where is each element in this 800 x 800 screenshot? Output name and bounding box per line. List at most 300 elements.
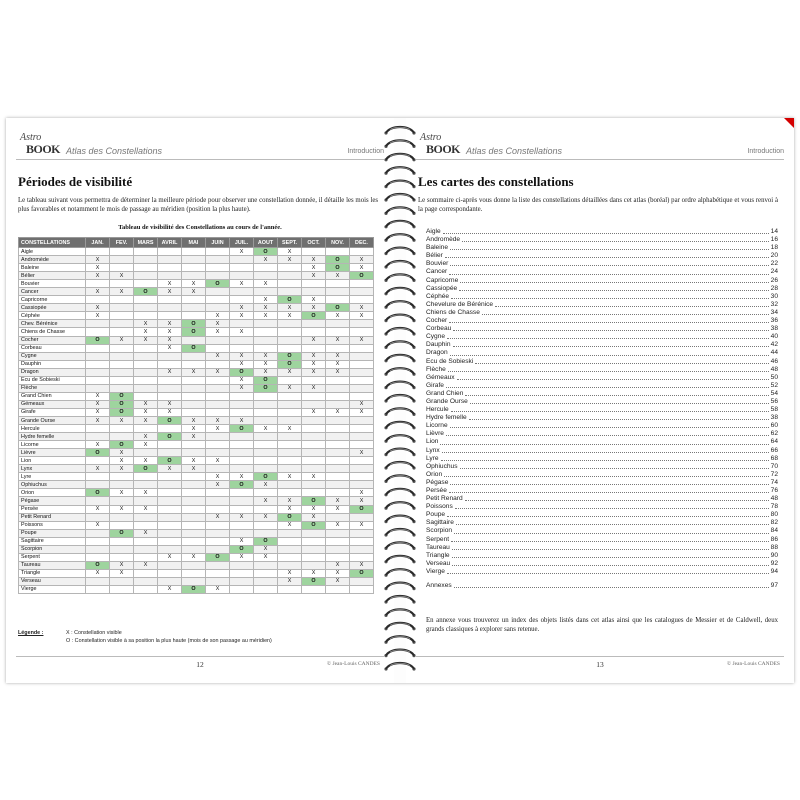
visibility-cell	[350, 376, 374, 384]
toc-entry-page: 42	[770, 341, 778, 349]
column-header-month: JUIL.	[230, 238, 254, 248]
toc-entry	[426, 293, 778, 301]
toc-leader-dots	[452, 560, 768, 566]
visibility-cell	[350, 288, 374, 296]
toc-entry-page: 54	[770, 389, 778, 397]
visibility-cell	[302, 441, 326, 449]
column-header-month: MARS	[134, 238, 158, 248]
toc-entry-page: 56	[770, 397, 778, 405]
toc-leader-dots	[449, 487, 769, 493]
constellation-name: Ecu de Sobieski	[19, 376, 86, 384]
visibility-cell	[350, 296, 374, 304]
constellation-name: Andromède	[19, 256, 86, 264]
visibility-cell	[230, 400, 254, 408]
toc-entry	[426, 244, 778, 252]
visibility-cell: X	[134, 505, 158, 513]
table-row	[19, 320, 374, 328]
visibility-cell: X	[254, 481, 278, 489]
table-row	[19, 537, 374, 545]
visibility-cell	[254, 441, 278, 449]
toc-entry-name: Lynx	[426, 446, 440, 454]
visibility-cell	[230, 569, 254, 577]
toc-entry-name: Flèche	[426, 365, 446, 373]
visibility-cell: X	[230, 537, 254, 545]
spiral-ring	[384, 556, 415, 564]
visibility-cell: X	[206, 320, 230, 328]
header-section: Introduction	[347, 148, 384, 155]
visibility-cell	[110, 248, 134, 256]
toc-entry	[426, 325, 778, 333]
table-row	[19, 465, 374, 473]
visibility-cell: X	[350, 489, 374, 497]
constellation-name: Petit Renard	[19, 513, 86, 521]
visibility-cell	[86, 344, 110, 352]
visibility-cell	[134, 312, 158, 320]
visibility-cell: X	[110, 272, 134, 280]
visibility-cell: X	[158, 585, 182, 593]
visibility-cell	[110, 328, 134, 336]
column-header-month: AVRIL	[158, 238, 182, 248]
spiral-ring	[384, 489, 415, 497]
visibility-cell	[110, 296, 134, 304]
toc-entry-page: 40	[770, 333, 778, 341]
toc-entry	[426, 236, 778, 244]
visibility-cell: O	[326, 264, 350, 272]
visibility-cell: O	[350, 569, 374, 577]
visibility-cell	[350, 457, 374, 465]
visibility-cell	[86, 384, 110, 392]
toc-leader-dots	[482, 309, 769, 315]
toc-leader-dots	[451, 536, 769, 542]
visibility-cell	[326, 489, 350, 497]
toc-leader-dots	[442, 447, 769, 453]
constellation-name: Cygne	[19, 352, 86, 360]
visibility-cell: X	[86, 288, 110, 296]
spiral-ring	[384, 368, 415, 376]
toc-entry-page: 34	[770, 308, 778, 316]
copyright: © Jean-Louis CANDES	[326, 661, 380, 667]
visibility-cell: X	[134, 408, 158, 416]
visibility-cell: X	[86, 505, 110, 513]
toc-leader-dots	[449, 317, 768, 323]
toc-leader-dots	[454, 527, 769, 533]
visibility-cell	[350, 529, 374, 537]
table-row	[19, 433, 374, 441]
visibility-cell: X	[86, 521, 110, 529]
column-header-month: NOV.	[326, 238, 350, 248]
visibility-cell	[326, 320, 350, 328]
visibility-cell	[110, 256, 134, 264]
visibility-cell: X	[110, 561, 134, 569]
visibility-cell	[302, 320, 326, 328]
visibility-cell	[302, 553, 326, 561]
constellation-name: Triangle	[19, 569, 86, 577]
spiral-ring	[384, 569, 415, 577]
table-row	[19, 312, 374, 320]
visibility-cell: O	[206, 553, 230, 561]
visibility-cell: X	[158, 400, 182, 408]
toc-entry-name: Annexes	[426, 582, 452, 590]
visibility-cell	[230, 408, 254, 416]
visibility-cell	[86, 368, 110, 376]
visibility-cell	[158, 561, 182, 569]
visibility-cell: X	[278, 425, 302, 433]
toc-leader-dots	[455, 503, 769, 509]
toc-entry-name: Corbeau	[426, 325, 452, 333]
spiral-ring	[384, 181, 415, 189]
spiral-ring	[384, 382, 415, 390]
visibility-cell	[110, 577, 134, 585]
toc-leader-dots	[445, 252, 769, 258]
visibility-cell: X	[158, 328, 182, 336]
toc-entry-page: 80	[770, 511, 778, 519]
toc-leader-dots	[456, 519, 769, 525]
constellation-name: Lynx	[19, 465, 86, 473]
visibility-cell	[182, 449, 206, 457]
constellation-name: Hydre femelle	[19, 433, 86, 441]
constellation-name: Bouvier	[19, 280, 86, 288]
constellation-name: Flèche	[19, 384, 86, 392]
visibility-cell: X	[230, 376, 254, 384]
visibility-cell: X	[230, 304, 254, 312]
visibility-cell: X	[302, 513, 326, 521]
visibility-cell	[302, 561, 326, 569]
toc-entry-name: Petit Renard	[426, 495, 463, 503]
visibility-cell	[254, 344, 278, 352]
visibility-cell: X	[206, 425, 230, 433]
visibility-cell	[182, 561, 206, 569]
constellation-name: Cancer	[19, 288, 86, 296]
logo-astro-text: Astro	[420, 132, 442, 143]
spiral-ring	[384, 315, 415, 323]
toc-entry-page: 38	[770, 325, 778, 333]
visibility-cell: O	[350, 272, 374, 280]
visibility-cell: X	[254, 368, 278, 376]
right-page	[406, 118, 794, 683]
visibility-cell: X	[302, 272, 326, 280]
toc-entry-name: Ophiuchus	[426, 462, 458, 470]
toc-entry-page: 60	[770, 422, 778, 430]
visibility-cell	[206, 248, 230, 256]
visibility-cell: X	[350, 521, 374, 529]
visibility-cell: X	[134, 561, 158, 569]
visibility-cell: O	[254, 384, 278, 392]
visibility-cell	[350, 392, 374, 400]
visibility-cell	[182, 489, 206, 497]
toc-entry	[426, 544, 778, 552]
visibility-cell: O	[230, 368, 254, 376]
visibility-cell: O	[254, 473, 278, 481]
visibility-cell: X	[254, 352, 278, 360]
legend-o: O : Constellation visible à sa position la plus haute (mois de son passage au méridien)	[66, 638, 272, 644]
logo-astro-text: Astro	[20, 132, 42, 143]
visibility-cell	[350, 320, 374, 328]
visibility-cell	[206, 537, 230, 545]
constellation-name: Hercule	[19, 425, 86, 433]
visibility-cell	[134, 280, 158, 288]
visibility-cell: X	[182, 457, 206, 465]
visibility-cell	[86, 553, 110, 561]
visibility-cell	[86, 248, 110, 256]
toc-leader-dots	[459, 285, 769, 291]
visibility-cell	[206, 336, 230, 344]
visibility-cell	[86, 433, 110, 441]
toc-entry-page: 32	[770, 300, 778, 308]
visibility-cell	[134, 360, 158, 368]
visibility-cell: X	[302, 368, 326, 376]
visibility-cell: X	[254, 425, 278, 433]
visibility-cell: X	[326, 569, 350, 577]
visibility-cell	[302, 529, 326, 537]
visibility-cell	[254, 449, 278, 457]
toc-entry-page: 74	[770, 478, 778, 486]
header-atlas-title: Atlas des Constellations	[466, 146, 563, 156]
spiral-binding	[382, 118, 418, 683]
visibility-cell	[134, 553, 158, 561]
toc-entry	[426, 398, 778, 406]
visibility-cell: X	[158, 336, 182, 344]
visibility-cell	[326, 585, 350, 593]
toc-entry-page: 50	[770, 373, 778, 381]
visibility-cell: O	[86, 489, 110, 497]
toc-entry	[426, 382, 778, 390]
spiral-ring	[384, 301, 415, 309]
visibility-cell	[134, 425, 158, 433]
table-row	[19, 457, 374, 465]
visibility-cell	[326, 425, 350, 433]
visibility-cell: O	[278, 296, 302, 304]
visibility-cell	[326, 473, 350, 481]
visibility-cell	[302, 425, 326, 433]
toc-entry-name: Licorne	[426, 422, 448, 430]
toc-entry-name: Hercule	[426, 406, 449, 414]
constellation-name: Lyre	[19, 473, 86, 481]
spiral-ring	[384, 140, 415, 148]
visibility-cell	[86, 425, 110, 433]
visibility-cell: X	[158, 288, 182, 296]
toc-entry-name: Gémeaux	[426, 373, 455, 381]
visibility-cell	[230, 577, 254, 585]
visibility-cell: X	[230, 513, 254, 521]
toc-leader-dots	[475, 358, 768, 364]
visibility-cell: X	[278, 368, 302, 376]
visibility-cell	[326, 400, 350, 408]
toc-leader-dots	[447, 511, 769, 517]
visibility-cell	[158, 545, 182, 553]
toc-entry	[426, 285, 778, 293]
toc-leader-dots	[440, 438, 768, 444]
visibility-cell	[326, 384, 350, 392]
constellation-name: Poissons	[19, 521, 86, 529]
toc-leader-dots	[444, 471, 769, 477]
visibility-cell	[302, 449, 326, 457]
visibility-cell: O	[254, 248, 278, 256]
visibility-cell: X	[350, 304, 374, 312]
visibility-cell: X	[182, 425, 206, 433]
visibility-cell: X	[254, 280, 278, 288]
column-header-month: DEC.	[350, 238, 374, 248]
toc-entry	[426, 568, 778, 576]
visibility-cell	[134, 497, 158, 505]
visibility-cell: O	[134, 465, 158, 473]
visibility-cell: X	[182, 553, 206, 561]
visibility-cell	[182, 248, 206, 256]
toc-entry-page: 38	[770, 414, 778, 422]
visibility-cell	[206, 577, 230, 585]
visibility-cell: X	[326, 497, 350, 505]
constellation-name: Orion	[19, 489, 86, 497]
table-row	[19, 425, 374, 433]
visibility-cell	[302, 537, 326, 545]
toc-leader-dots	[448, 366, 769, 372]
visibility-cell: X	[350, 400, 374, 408]
visibility-cell	[158, 384, 182, 392]
visibility-cell: X	[110, 489, 134, 497]
visibility-cell	[134, 449, 158, 457]
toc-entry-page: 76	[770, 487, 778, 494]
constellation-name: Taureau	[19, 561, 86, 569]
visibility-cell: X	[302, 336, 326, 344]
visibility-cell	[206, 433, 230, 441]
visibility-cell	[206, 384, 230, 392]
table-row	[19, 288, 374, 296]
visibility-cell: X	[182, 288, 206, 296]
visibility-cell	[350, 384, 374, 392]
toc-leader-dots	[450, 260, 768, 266]
visibility-cell: X	[158, 344, 182, 352]
visibility-cell	[350, 585, 374, 593]
visibility-cell	[302, 545, 326, 553]
visibility-cell	[182, 360, 206, 368]
visibility-cell	[206, 256, 230, 264]
spiral-ring	[384, 583, 415, 591]
header-section: Introduction	[747, 148, 784, 155]
visibility-cell	[206, 561, 230, 569]
visibility-cell: X	[206, 368, 230, 376]
toc-entry-name: Aigle	[426, 228, 441, 235]
visibility-cell: X	[326, 360, 350, 368]
toc-entry-name: Lyre	[426, 454, 439, 462]
toc-leader-dots	[449, 268, 768, 274]
visibility-cell: X	[110, 505, 134, 513]
visibility-cell: X	[134, 489, 158, 497]
toc-entry-name: Scorpion	[426, 527, 453, 535]
visibility-cell: O	[302, 312, 326, 320]
visibility-cell	[230, 288, 254, 296]
visibility-cell: X	[254, 312, 278, 320]
visibility-cell: X	[278, 256, 302, 264]
visibility-cell	[230, 256, 254, 264]
visibility-cell	[254, 585, 278, 593]
toc-entry-name: Sagittaire	[426, 519, 454, 527]
visibility-cell	[134, 344, 158, 352]
constellation-name: Gémeaux	[19, 400, 86, 408]
visibility-cell	[158, 577, 182, 585]
visibility-cell: X	[326, 577, 350, 585]
page-title: Périodes de visibilité	[18, 174, 133, 189]
visibility-cell	[302, 344, 326, 352]
visibility-cell	[350, 416, 374, 424]
visibility-cell: X	[134, 529, 158, 537]
toc-leader-dots	[453, 341, 769, 347]
spiral-ring	[384, 502, 415, 510]
visibility-cell	[302, 392, 326, 400]
constellation-name: Bélier	[19, 272, 86, 280]
visibility-cell: X	[206, 513, 230, 521]
logo-book-text: BOOK	[26, 142, 61, 156]
visibility-cell: X	[86, 569, 110, 577]
visibility-cell: X	[134, 336, 158, 344]
visibility-cell	[86, 529, 110, 537]
table-row	[19, 368, 374, 376]
table-row	[19, 513, 374, 521]
toc-leader-dots	[443, 228, 769, 234]
toc-leader-dots	[462, 236, 769, 242]
footer-rule	[416, 656, 784, 657]
visibility-cell	[206, 272, 230, 280]
visibility-cell	[206, 545, 230, 553]
toc-entry-name: Dauphin	[426, 341, 451, 349]
table-row	[19, 449, 374, 457]
toc-entry-name: Persée	[426, 487, 447, 494]
toc-entry	[426, 495, 778, 503]
visibility-cell	[326, 280, 350, 288]
visibility-cell	[110, 497, 134, 505]
visibility-cell: X	[278, 384, 302, 392]
toc-entry-page: 46	[770, 357, 778, 365]
spiral-ring	[384, 542, 415, 550]
toc-leader-dots	[453, 325, 768, 331]
visibility-cell	[230, 449, 254, 457]
visibility-cell	[158, 296, 182, 304]
constellation-name: Scorpion	[19, 545, 86, 553]
table-row	[19, 296, 374, 304]
toc-entry	[426, 341, 778, 349]
visibility-cell: X	[158, 280, 182, 288]
spiral-ring	[384, 636, 415, 644]
spiral-ring	[384, 609, 415, 617]
visibility-cell	[350, 553, 374, 561]
visibility-cell: X	[134, 320, 158, 328]
toc-entry-page: 92	[770, 559, 778, 567]
visibility-cell	[326, 296, 350, 304]
visibility-cell: X	[110, 449, 134, 457]
visibility-cell	[182, 296, 206, 304]
visibility-cell: O	[278, 513, 302, 521]
column-header-month: FEV.	[110, 238, 134, 248]
table-row	[19, 328, 374, 336]
visibility-cell	[230, 521, 254, 529]
visibility-cell	[182, 513, 206, 521]
toc-entry-page: 24	[770, 268, 778, 276]
visibility-cell: O	[302, 577, 326, 585]
visibility-cell: X	[302, 569, 326, 577]
visibility-cell	[110, 368, 134, 376]
visibility-cell: X	[206, 457, 230, 465]
visibility-cell	[278, 408, 302, 416]
astrobook-logo	[420, 132, 464, 158]
toc-entry-name: Lion	[426, 438, 439, 446]
visibility-cell: X	[110, 336, 134, 344]
visibility-cell	[110, 537, 134, 545]
visibility-cell: O	[278, 352, 302, 360]
toc-entry-page: 30	[770, 292, 778, 300]
visibility-cell	[182, 505, 206, 513]
visibility-cell	[158, 248, 182, 256]
visibility-cell: O	[230, 425, 254, 433]
visibility-cell	[158, 304, 182, 312]
table-row	[19, 384, 374, 392]
